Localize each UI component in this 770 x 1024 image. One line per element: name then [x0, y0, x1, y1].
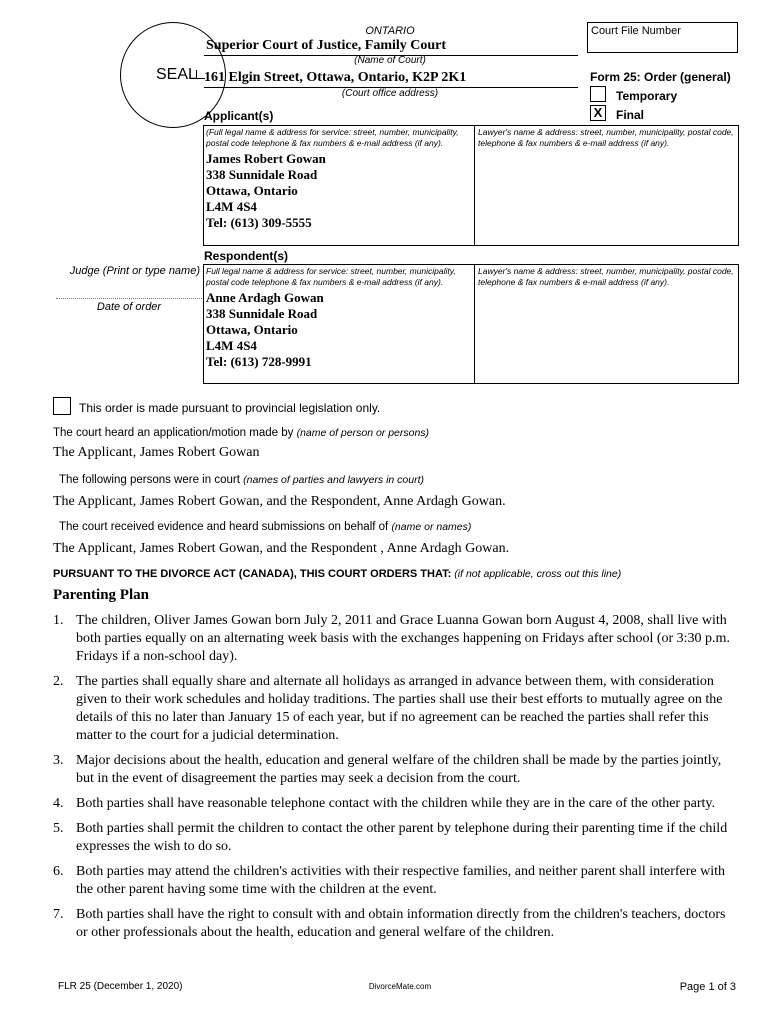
applicant-line: Tel: (613) 309-5555	[206, 215, 312, 230]
pursuant-label: PURSUANT TO THE DIVORCE ACT (CANADA), THIS COURT ORDERS THAT:	[53, 568, 452, 580]
heard-value[interactable]: The Applicant, James Robert Gowan	[53, 445, 260, 460]
respondent-line: Ottawa, Ontario	[206, 322, 298, 337]
footer-site: DivorceMate.com	[368, 982, 432, 991]
order-text: Major decisions about the health, education and general welfare of the children shall be made by the parties jointly, but in the event of disagreement the parties may seek a decision from the court.	[76, 753, 722, 786]
order-number: 1.	[53, 613, 64, 628]
court-address: 161 Elgin Street, Ottawa, Ontario, K2P 2K1	[204, 70, 467, 85]
applicant-table	[203, 125, 739, 246]
order-number: 5.	[53, 821, 64, 836]
order-item	[53, 863, 733, 899]
temporary-label: Temporary	[616, 89, 678, 103]
respondent-table	[203, 264, 739, 384]
persons-hint: (names of parties and lawyers in court)	[243, 474, 425, 486]
respondent-line: 338 Sunnidale Road	[206, 306, 318, 321]
judge-signature-line[interactable]	[56, 298, 202, 299]
judge-label: Judge (Print or type name)	[69, 265, 200, 277]
order-item	[53, 612, 733, 666]
applicant-line: Ottawa, Ontario	[206, 183, 298, 198]
respondent-lawyer-cell[interactable]	[475, 265, 738, 383]
court-address-caption: (Court office address)	[341, 88, 439, 99]
order-text: The parties shall equally share and alternate all holidays as arranged in advance between them, with consideration given to their work schedules and holiday traditions. The parties shall use their best efforts to mutually agree on the details of this no later than January 15 of each year, but if no agreement can be reached the parties shall refer this matter to the court for a judicial determination.	[76, 674, 723, 743]
order-text: The children, Oliver James Gowan born July 2, 2011 and Grace Luanna Gowan born August 4, 2008, shall live with both parties equally on an alternating week basis with the exchanges happening on Fridays after school (or 3:30 p.m. Fridays if a non-school day).	[76, 613, 730, 664]
applicant-lawyer-caption: Lawyer's name & address: street, number, municipality, postal code, telephone & fax numbers & e-mail address (if any).	[478, 127, 734, 148]
applicant-caption: (Full legal name & address for service: street, number, municipality, postal code telephone & fax numbers & e-mail address (if any).	[206, 127, 459, 148]
order-text: Both parties may attend the children's activities with their respective families, and neither parent shall interfere with the other parent having some time with the children at the event.	[76, 864, 726, 897]
provincial-legislation-checkbox[interactable]	[53, 397, 71, 415]
pursuant-line	[53, 568, 621, 580]
temporary-checkbox[interactable]	[590, 86, 606, 102]
persons-label-line	[59, 474, 424, 486]
applicant-heading: Applicant(s)	[204, 109, 274, 123]
evidence-label: The court received evidence and heard submissions on behalf of	[59, 521, 389, 533]
respondent-line: Tel: (613) 728-9991	[206, 354, 312, 369]
respondent-details-cell[interactable]	[204, 265, 475, 383]
date-of-order-label: Date of order	[96, 301, 162, 313]
applicant-line: James Robert Gowan	[206, 151, 326, 166]
persons-value[interactable]: The Applicant, James Robert Gowan, and the Respondent, Anne Ardagh Gowan.	[53, 494, 506, 509]
province-label: ONTARIO	[365, 25, 415, 37]
order-number: 4.	[53, 796, 64, 811]
court-name: Superior Court of Justice, Family Court	[206, 38, 447, 53]
heard-hint: (name of person or persons)	[296, 427, 430, 439]
order-item	[53, 752, 733, 788]
order-number: 2.	[53, 674, 64, 689]
persons-label: The following persons were in court	[59, 474, 240, 486]
respondent-lawyer-caption: Lawyer's name & address: street, number, municipality, postal code, telephone & fax numbers & e-mail address (if any).	[478, 266, 734, 287]
form-title: Form 25: Order (general)	[590, 70, 731, 84]
applicant-details-cell[interactable]	[204, 126, 475, 245]
evidence-value[interactable]: The Applicant, James Robert Gowan, and the Respondent , Anne Ardagh Gowan.	[53, 541, 510, 556]
court-file-number-field[interactable]	[587, 22, 738, 53]
final-checkbox[interactable]: X	[590, 105, 606, 121]
seal-label: SEAL	[156, 66, 197, 83]
court-name-caption: (Name of Court)	[354, 55, 426, 66]
pursuant-hint: (if not applicable, cross out this line)	[454, 568, 622, 580]
order-number: 3.	[53, 753, 64, 768]
applicant-line: 338 Sunnidale Road	[206, 167, 318, 182]
order-text: Both parties shall have the right to consult with and obtain information directly from the children's teachers, doctors or other professionals about the health, education and general welfare of the children.	[76, 907, 726, 940]
applicant-details	[206, 151, 472, 231]
evidence-label-line	[59, 521, 471, 533]
respondent-line: L4M 4S4	[206, 338, 257, 353]
respondent-heading: Respondent(s)	[204, 249, 288, 263]
footer-form-code: FLR 25 (December 1, 2020)	[58, 981, 183, 992]
order-item	[53, 906, 733, 942]
heard-label: The court heard an application/motion made by	[53, 427, 294, 439]
order-item	[53, 673, 733, 745]
order-list	[53, 612, 733, 949]
order-text: Both parties shall permit the children to contact the other parent by telephone during their parenting time if the child expresses the wish to do so.	[76, 821, 728, 854]
applicant-line: L4M 4S4	[206, 199, 257, 214]
footer-page-number: Page 1 of 3	[679, 981, 736, 993]
respondent-details	[206, 290, 472, 370]
respondent-line: Anne Ardagh Gowan	[206, 290, 324, 305]
provincial-legislation-label: This order is made pursuant to provincial legislation only.	[79, 401, 381, 415]
heard-label-line	[53, 427, 429, 439]
section-heading: Parenting Plan	[53, 587, 149, 603]
order-number: 6.	[53, 864, 64, 879]
order-item	[53, 820, 733, 856]
applicant-lawyer-cell[interactable]	[475, 126, 738, 245]
order-item	[53, 795, 733, 813]
respondent-caption: Full legal name & address for service: street, number, municipality, postal code telephone & fax numbers & e-mail address (if any).	[206, 266, 456, 287]
order-number: 7.	[53, 907, 64, 922]
evidence-hint: (name or names)	[391, 521, 472, 533]
final-label: Final	[616, 108, 645, 122]
court-file-number-label: Court File Number	[591, 25, 681, 37]
order-text: Both parties shall have reasonable telephone contact with the children while they are in the care of the other party.	[76, 796, 715, 811]
